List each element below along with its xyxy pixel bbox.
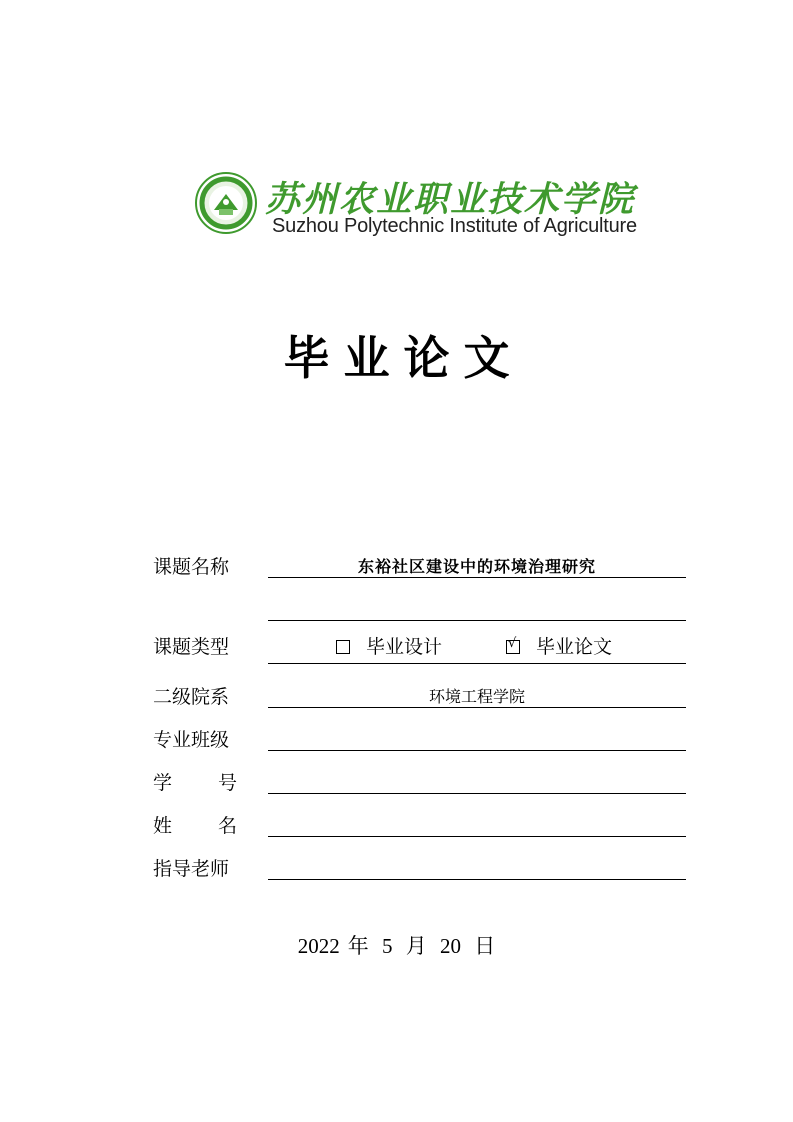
topic-underline [268, 577, 686, 578]
department-underline [268, 707, 686, 708]
type-options [268, 632, 686, 658]
design-checkbox[interactable] [336, 640, 350, 654]
school-name-english: Suzhou Polytechnic Institute of Agriculture [272, 215, 637, 237]
advisor-underline [268, 879, 686, 880]
date-day: 20 [440, 934, 461, 958]
school-name-chinese: 苏州农业职业技术学院 [265, 179, 636, 220]
advisor-label: 指导老师 [153, 858, 230, 880]
date-year-unit: 年 [347, 934, 369, 958]
student-id-label-char-1: 学 [153, 772, 173, 794]
date-month: 5 [382, 934, 393, 958]
school-logo [195, 170, 665, 240]
design-option-label: 毕业设计 [366, 636, 443, 658]
student-id-label-char-2: 号 [217, 772, 237, 794]
thesis-option-label: 毕业论文 [536, 636, 613, 658]
student-id-label [153, 768, 237, 795]
name-label [153, 811, 237, 838]
type-label: 课题类型 [153, 636, 230, 658]
document-title: 毕业论文 [283, 331, 524, 385]
name-label-char-1: 姓 [153, 815, 173, 837]
school-seal-icon [195, 172, 257, 234]
date-year: 2022 [297, 934, 340, 958]
checkmark-icon: √ [508, 635, 517, 651]
date-day-unit: 日 [474, 934, 496, 958]
type-option-thesis[interactable] [506, 632, 612, 659]
date-month-unit: 月 [405, 934, 427, 958]
thesis-checkbox[interactable] [506, 635, 520, 654]
type-option-design[interactable] [336, 632, 442, 659]
topic-label: 课题名称 [153, 556, 230, 578]
topic-underline-second [268, 620, 686, 621]
type-underline [268, 663, 686, 664]
major-class-underline [268, 750, 686, 751]
topic-value: 东裕社区建设中的环境治理研究 [357, 557, 596, 576]
department-label: 二级院系 [153, 686, 230, 708]
submission-date [0, 930, 793, 960]
name-underline [268, 836, 686, 837]
name-label-char-2: 名 [217, 815, 237, 837]
major-class-label: 专业班级 [153, 729, 230, 751]
student-id-underline [268, 793, 686, 794]
department-value: 环境工程学院 [428, 687, 525, 706]
